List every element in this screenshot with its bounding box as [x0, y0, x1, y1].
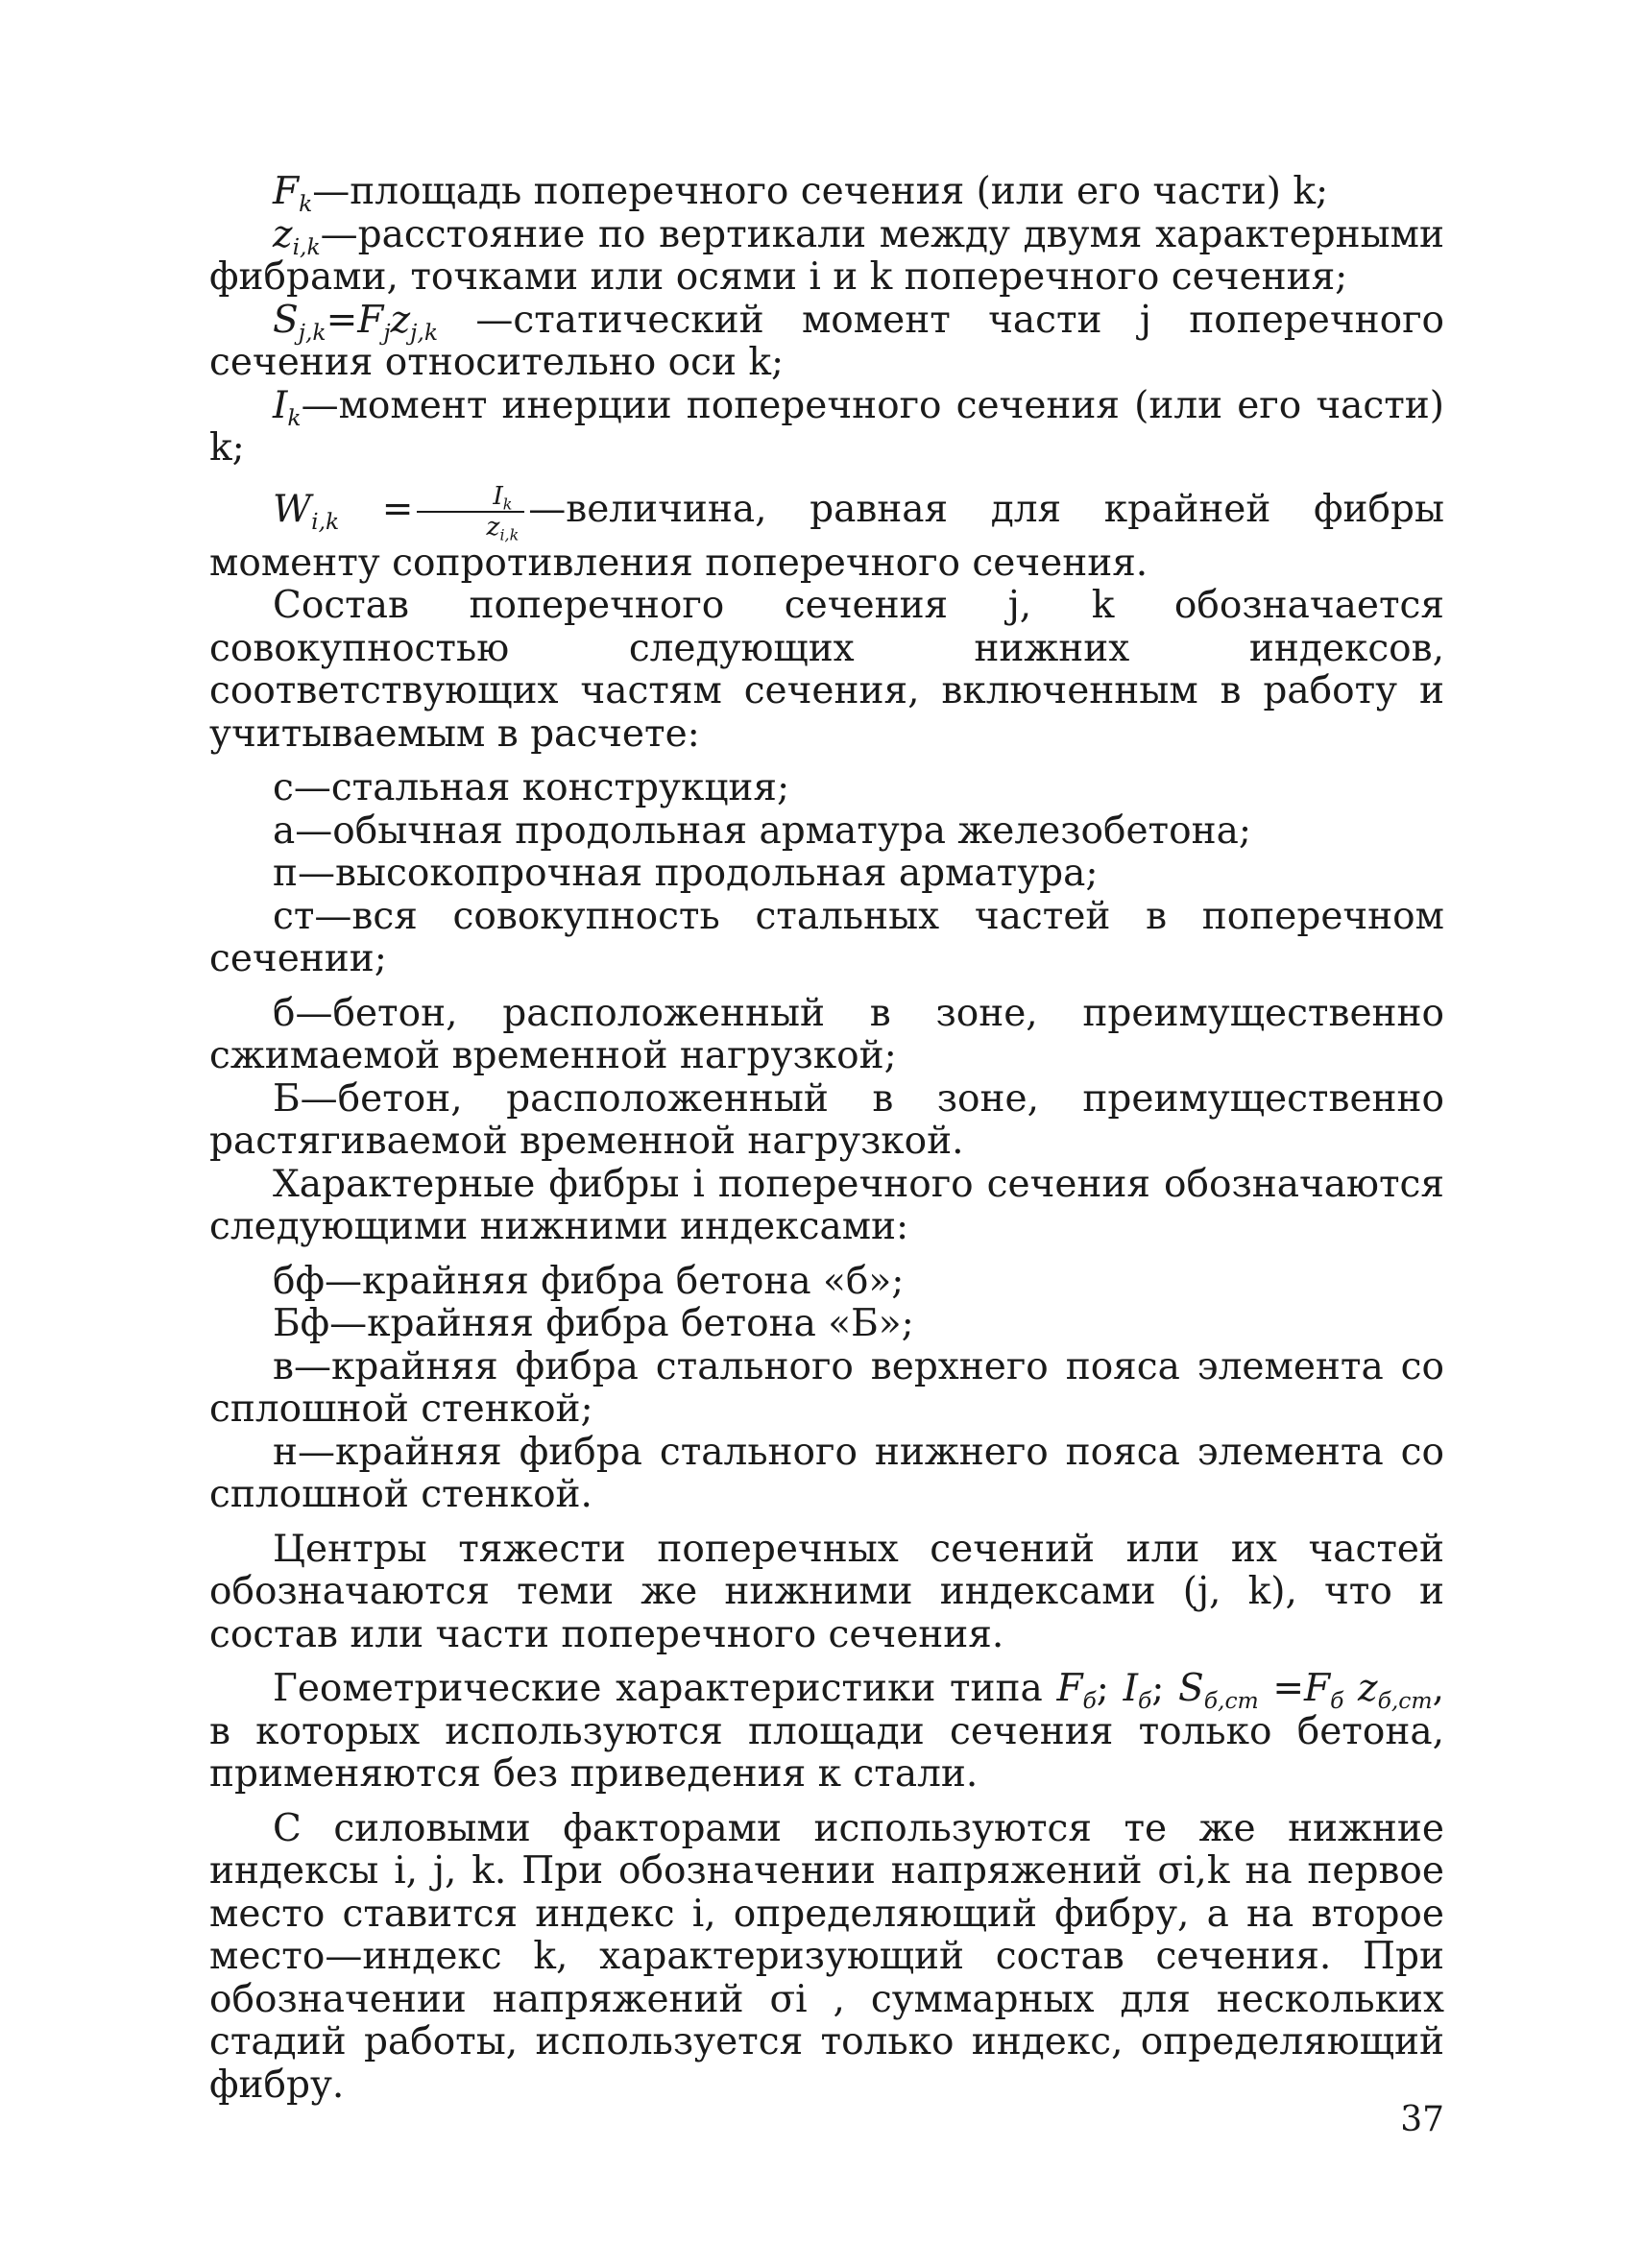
- ik-text: —момент инерции поперечного сечения (или его части) k;: [209, 383, 1444, 470]
- composition-item: а—обычная продольная арматура железобетона;: [273, 808, 1251, 853]
- geo-sep: ;: [1151, 1667, 1179, 1710]
- geo-z-subscript: б,ст: [1377, 1687, 1433, 1715]
- geo-s-symbol: S: [1178, 1667, 1204, 1710]
- w-fraction-numerator: [417, 482, 524, 514]
- fiber-item: н—крайняя фибра стального нижнего пояса элемента со сплошной стенкой.: [209, 1430, 1444, 1516]
- z-symbol: z: [273, 212, 293, 256]
- fiber-item: бф—крайняя фибра бетона «б»;: [273, 1259, 905, 1303]
- geo-s-subscript: б,ст: [1203, 1687, 1259, 1715]
- composition-item: Б—бетон, расположенный в зоне, преимущественно растягиваемой временной нагрузкой.: [209, 1076, 1444, 1163]
- definition-static-moment: [209, 300, 1444, 385]
- fk-symbol: F: [273, 170, 300, 213]
- geometric-lead: Геометрические характеристики типа: [273, 1667, 1057, 1710]
- forces-paragraph: С силовыми факторами используются те же нижние индексы i, j, k. При обозначении напряжений σi,k на первое место ставится индекс i, определяющий фибру, а на второе место—индекс k, характеризующий состав сечения. При обозначении напряжений σi , суммарных для нескольких стадий работы, используется только индекс, определяющий фибру.: [209, 1806, 1444, 2107]
- fiber-item: Бф—крайняя фибра бетона «Б»;: [273, 1302, 914, 1345]
- definition-z: [209, 214, 1444, 300]
- fk-text: —площадь поперечного сечения (или его части) k;: [312, 170, 1329, 213]
- composition-item: п—высокопрочная продольная арматура;: [273, 852, 1099, 895]
- w-num-subscript: k: [502, 495, 513, 514]
- geometric-paragraph: [209, 1668, 1444, 1797]
- w-fraction-denominator: [417, 513, 524, 543]
- w-equals: =: [339, 487, 414, 531]
- geo-i-subscript: б: [1137, 1687, 1152, 1715]
- composition-intro: Состав поперечного сечения j, k обозначается совокупностью следующих нижних индексов, соответствующих частям сечения, включенным в работу и учитываемым в расчете:: [209, 584, 1444, 756]
- w-subscript: i,k: [311, 507, 340, 535]
- page-content: [209, 171, 1444, 2107]
- composition-item: с—стальная конструкция;: [273, 766, 790, 809]
- s-z-subscript: j,k: [410, 318, 439, 346]
- w-text: —величина, равная для крайней фибры моменту сопротивления поперечного сечения.: [209, 487, 1444, 585]
- geo-equals-f: =F: [1258, 1667, 1331, 1710]
- s-symbol: S: [273, 298, 299, 342]
- ik-subscript: k: [287, 403, 302, 431]
- s-equals-f: =F: [326, 298, 384, 342]
- definition-inertia: [209, 385, 1444, 470]
- centers-paragraph: Центры тяжести поперечных сечений или их частей обозначаются теми же нижними индексами (j, k), что и состав или части поперечного сечения.: [209, 1527, 1444, 1656]
- w-symbol: W: [273, 487, 312, 531]
- geo-sep: ;: [1096, 1667, 1124, 1710]
- page-number: 37: [1400, 2100, 1444, 2139]
- fibers-intro: Характерные фибры i поперечного сечения обозначаются следующими нижними индексами:: [209, 1162, 1444, 1248]
- definition-w: [209, 482, 1444, 586]
- composition-item: б—бетон, расположенный в зоне, преимущественно сжимаемой временной нагрузкой;: [209, 991, 1444, 1077]
- w-den-subscript: i,k: [499, 525, 520, 544]
- w-num-symbol: I: [493, 480, 503, 511]
- ik-symbol: I: [273, 383, 288, 427]
- geo-f-symbol: F: [1056, 1667, 1083, 1710]
- geo-f-subscript: б: [1082, 1687, 1097, 1715]
- w-den-symbol: z: [486, 512, 500, 542]
- geo-i-symbol: I: [1123, 1667, 1138, 1710]
- geometric-tail: , в которых используются площади сечения только бетона, применяются без приведения к стали.: [209, 1667, 1444, 1796]
- fk-subscript: k: [299, 190, 313, 218]
- z-subscript: i,k: [292, 232, 321, 260]
- definition-fk: [209, 170, 1444, 218]
- fiber-item: в—крайняя фибра стального верхнего пояса элемента со сплошной стенкой;: [209, 1344, 1444, 1431]
- s-z-symbol: z: [390, 298, 411, 342]
- geo-z-symbol: z: [1343, 1667, 1378, 1710]
- w-fraction: [417, 482, 524, 543]
- composition-item: ст—вся совокупность стальных частей в поперечном сечении;: [209, 894, 1444, 980]
- geo-f2-subscript: б: [1330, 1687, 1344, 1715]
- s-f-subscript: j: [383, 318, 391, 346]
- s-text: —статический момент части j поперечного сечения относительно оси k;: [209, 298, 1444, 384]
- z-text: —расстояние по вертикали между двумя характерными фибрами, точками или осями i и k поперечного сечения;: [209, 212, 1444, 299]
- s-subscript: j,k: [298, 318, 326, 346]
